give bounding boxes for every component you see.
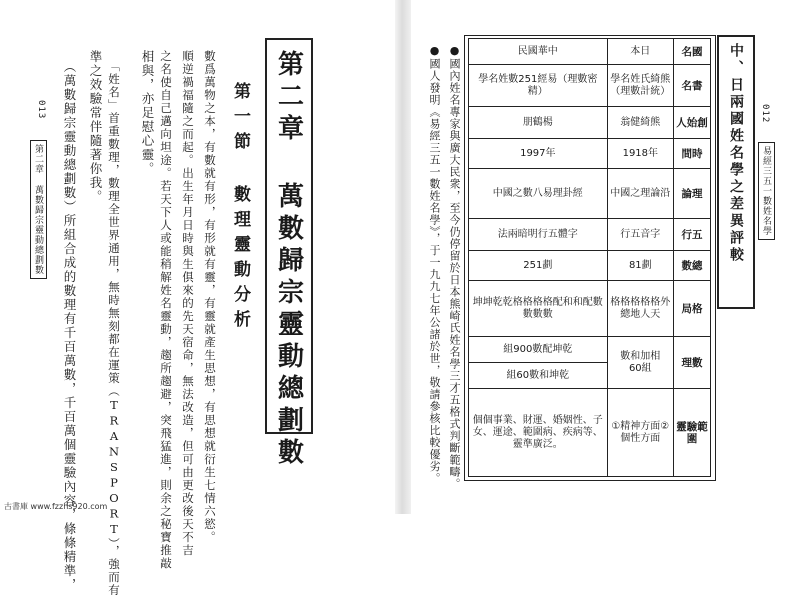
table-cell: 中國之理論沿	[607, 169, 673, 219]
table-row-header: 理數	[674, 337, 711, 389]
paragraph-3: 之名使自己邁向坦途。若天下人或能稍解姓名靈動，趨所趨避，突飛猛進，則余之秘寶推敲	[159, 50, 173, 570]
paragraph-5: 「姓名」首重數理，數理全世界通用，無時無刻都在運策（TRANSPORT），強而有	[107, 60, 121, 597]
table-cell: 翁健綺熊	[607, 107, 673, 139]
table-row-header: 間時	[674, 139, 711, 169]
table-row-header: 論理	[674, 169, 711, 219]
left-side-tab: 第二章 萬數歸宗靈動總劃數	[30, 140, 47, 279]
table-cell: 1918年	[607, 139, 673, 169]
table-cell: ①精神方面②個性方面	[607, 389, 673, 477]
right-page-title: 中、日兩國姓名學之差異評較	[728, 43, 744, 264]
table-cell: 民國華中	[469, 39, 608, 65]
table-cell-line: 數和加相	[620, 350, 661, 362]
title-box	[717, 35, 755, 309]
table-row-header: 行五	[674, 219, 711, 251]
table-row-header: 人始創	[674, 107, 711, 139]
right-page-number: 012	[760, 104, 770, 124]
table-cell	[607, 337, 673, 389]
book-gutter	[395, 0, 411, 514]
table-cell: 1997年	[469, 139, 608, 169]
table-cell: 法兩暗明行五體字	[469, 219, 608, 251]
note-1: ●國內姓名專家與廣大民衆，至今仍停留於日本熊崎氏姓名學三才五格式判斷範疇。	[448, 44, 461, 490]
paragraph-6: 準之效驗常伴隨著你我。	[88, 50, 103, 204]
table-cell: 行五音字	[607, 219, 673, 251]
right-side-tab: 易經三五一數姓名學	[758, 142, 775, 240]
table-cell: 組900數配坤乾	[469, 337, 608, 363]
chapter-title-box	[265, 38, 313, 470]
footer-watermark: 古書庫 www.fzzhs920.com	[4, 502, 108, 511]
paragraph-1: 數爲萬物之本，有數就有形，有形就有靈，有靈就產生思想，有思想就衍生七情六慾。	[203, 50, 217, 544]
table-cell: 81劃	[607, 251, 673, 281]
table-cell: 坤坤乾乾格格格格配和和配數數數數	[469, 281, 608, 337]
paragraph-2: 順逆禍福隨之而起。出生年月日時與生俱來的先天宿命，無法改造，但可由更改後天不吉	[181, 50, 195, 557]
table-row-header: 靈驗範圍	[674, 389, 711, 477]
section-title: 第一節 數理靈動分析	[230, 82, 250, 335]
table-cell-line: 60組	[628, 362, 652, 374]
paragraph-4: 相與，亦足慰心靈。	[140, 50, 155, 176]
note-2: ●國人發明《易經三五一數姓名學》，于一九九七年公諸於世，敬請參核比較優劣。	[428, 44, 441, 485]
table-cell: 中國之數八易理卦經	[469, 169, 608, 219]
table-cell: 學名姓氏綺熊（理數計統）	[607, 65, 673, 107]
table-cell: 個個事業、財運、婚姻性、子女、運途、範圍病、疾病等、靈準廣泛。	[469, 389, 608, 477]
paragraph-7: （萬數歸宗靈動總劃數）所組合成的數理有千百萬數，千百萬個靈驗內容，條條精準，	[62, 60, 77, 592]
left-page-number: 013	[36, 100, 46, 120]
table-cell: 251劃	[469, 251, 608, 281]
table-row-header: 數總	[674, 251, 711, 281]
table-cell: 朋鶴楊	[469, 107, 608, 139]
table-cell: 組60數和坤乾	[469, 363, 608, 389]
table-row-header: 名書	[674, 65, 711, 107]
comparison-table	[468, 38, 711, 477]
table-cell: 本日	[607, 39, 673, 65]
table-cell: 學名姓數251經易（理數密精）	[469, 65, 608, 107]
table-row-header: 局格	[674, 281, 711, 337]
table-cell: 格格格格格外總地人天	[607, 281, 673, 337]
chapter-title: 第二章 萬數歸宗靈動總劃數	[273, 50, 304, 470]
table-row-header: 名國	[674, 39, 711, 65]
